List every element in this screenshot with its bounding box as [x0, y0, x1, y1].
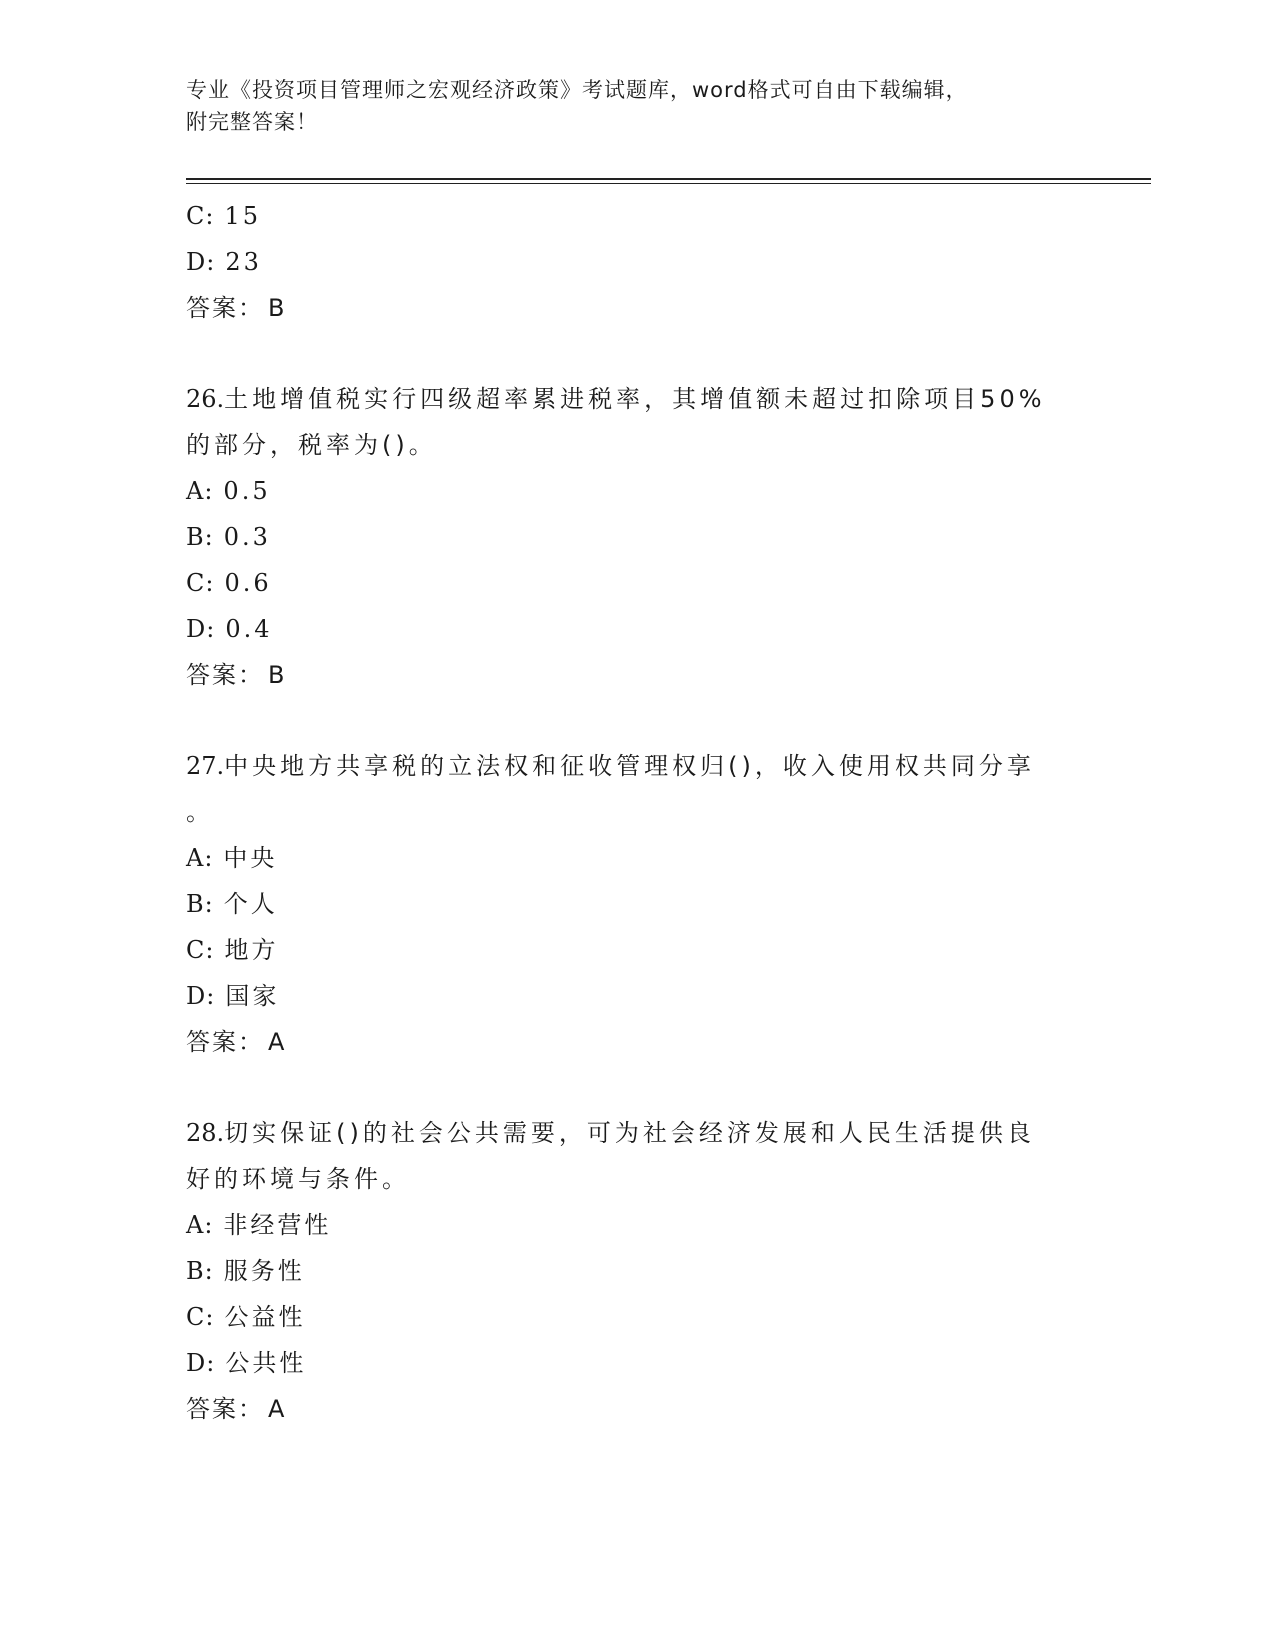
question-block-27: [186, 743, 1086, 1065]
option-letter: B:: [186, 523, 214, 551]
option-c: [186, 560, 1086, 606]
document-header: [186, 74, 1066, 138]
spacer: [186, 698, 1086, 743]
question-block-26: [186, 376, 1086, 698]
question-block-28: [186, 1110, 1086, 1432]
spacer: [186, 1065, 1086, 1110]
option-text: 国家: [225, 982, 280, 1010]
header-line-1: 专业《投资项目管理师之宏观经济政策》考试题库，word格式可自由下载编辑，: [186, 78, 968, 102]
option-b: [186, 1248, 1086, 1294]
answer-value: B: [268, 294, 287, 322]
prev-question-block: [186, 193, 1086, 331]
option-letter: A:: [186, 1211, 214, 1239]
option-c: [186, 927, 1086, 973]
option-letter: B:: [186, 890, 214, 918]
question-text-line-1: [186, 743, 1086, 789]
option-letter: D:: [186, 982, 216, 1010]
option-letter: D:: [186, 615, 216, 643]
question-text-line-2: 的部分，税率为()。: [186, 431, 437, 459]
option-b: [186, 514, 1086, 560]
answer-line: [186, 652, 1086, 698]
option-text: 中央: [223, 844, 278, 872]
question-stem: 中央地方共享税的立法权和征收管理权归()，收入使用权共同分享: [224, 752, 1035, 780]
option-text: 15: [224, 202, 261, 230]
answer-label: 答案：: [186, 1028, 264, 1056]
question-number: 26.: [186, 385, 225, 413]
question-text-line-2: 好的环境与条件。: [186, 1165, 410, 1193]
option-text: 0.3: [223, 523, 271, 551]
option-text: 0.4: [225, 615, 273, 643]
answer-label: 答案：: [186, 661, 264, 689]
question-text-line-1: [186, 376, 1086, 422]
option-a: [186, 468, 1086, 514]
option-letter: B:: [186, 1257, 214, 1285]
answer-value: B: [268, 661, 287, 689]
option-letter: C:: [186, 936, 215, 964]
answer-value: A: [268, 1028, 287, 1056]
header-rule-thin: [186, 183, 1151, 184]
spacer: [186, 331, 1086, 376]
answer-label: 答案：: [186, 1395, 264, 1423]
option-letter: D:: [186, 1349, 216, 1377]
question-stem: 土地增值税实行四级超率累进税率，其增值额未超过扣除项目50%: [224, 385, 1046, 413]
option-letter: A:: [186, 844, 214, 872]
option-letter: C:: [186, 1303, 215, 1331]
question-number: 28.: [186, 1119, 225, 1147]
option-c: [186, 193, 1086, 239]
option-letter: C:: [186, 202, 215, 230]
option-text: 公共性: [225, 1349, 307, 1377]
option-text: 地方: [224, 936, 279, 964]
option-text: 公益性: [224, 1303, 306, 1331]
option-d: [186, 973, 1086, 1019]
option-b: [186, 881, 1086, 927]
option-text: 非经营性: [223, 1211, 332, 1239]
option-a: [186, 1202, 1086, 1248]
option-text: 0.5: [223, 477, 271, 505]
option-text: 服务性: [223, 1257, 305, 1285]
option-text: 23: [225, 248, 262, 276]
option-letter: C:: [186, 569, 215, 597]
option-text: 0.6: [224, 569, 272, 597]
answer-value: A: [268, 1395, 287, 1423]
question-content: [186, 193, 1086, 1432]
question-text-line-1: [186, 1110, 1086, 1156]
option-c: [186, 1294, 1086, 1340]
option-text: 个人: [223, 890, 278, 918]
question-number: 27.: [186, 752, 225, 780]
answer-line: [186, 285, 1086, 331]
option-letter: A:: [186, 477, 214, 505]
option-a: [186, 835, 1086, 881]
question-stem: 切实保证()的社会公共需要，可为社会经济发展和人民生活提供良: [224, 1119, 1035, 1147]
answer-line: [186, 1386, 1086, 1432]
answer-label: 答案：: [186, 294, 264, 322]
option-d: [186, 606, 1086, 652]
option-d: [186, 1340, 1086, 1386]
header-rule-thick: [186, 178, 1151, 180]
header-line-2: 附完整答案！: [186, 110, 318, 134]
option-letter: D:: [186, 248, 216, 276]
question-text-line-2: 。: [186, 798, 214, 826]
answer-line: [186, 1019, 1086, 1065]
option-d: [186, 239, 1086, 285]
